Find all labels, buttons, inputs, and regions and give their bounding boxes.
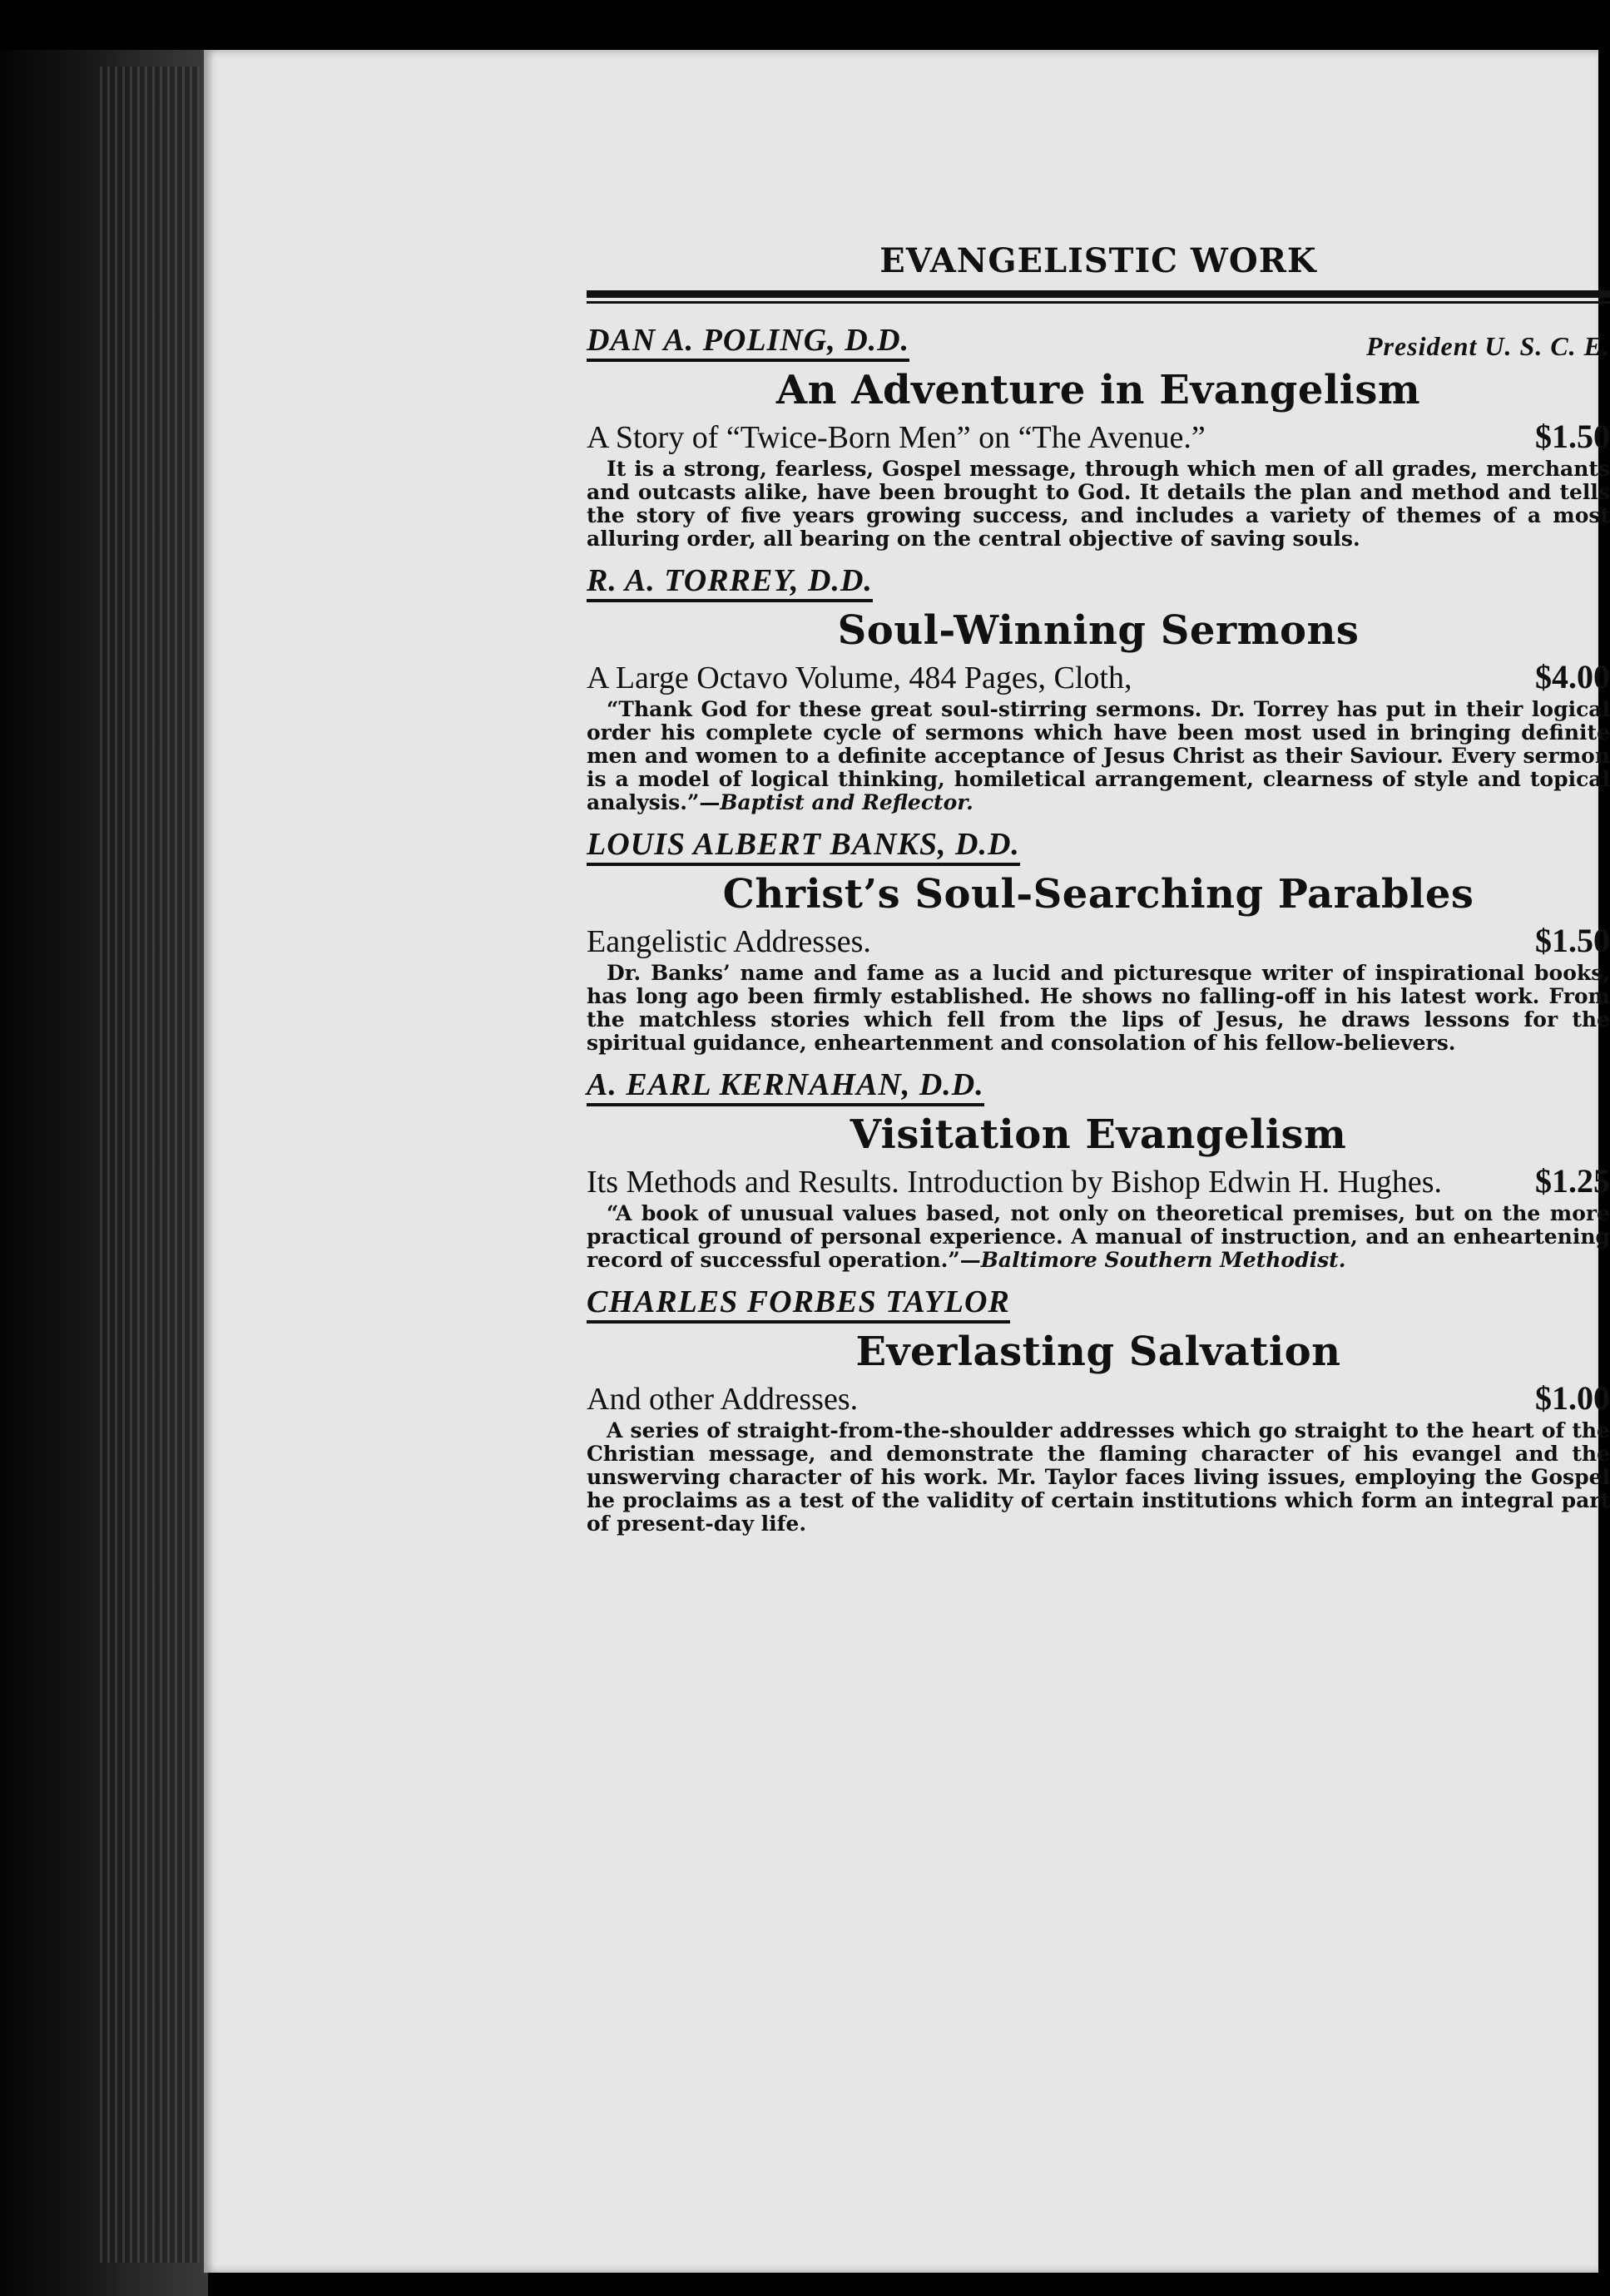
description-text: “Thank God for these great soul-stirring sermons. Dr. Torrey has put in their logical order his complete cycle of sermons which have been most used in bringing definite men and women to a definite acceptance of Jesus Christ as their Saviour. Every sermon is a model of logical thinking, homiletical arrangement, clearness of style and topical analysis.”— [587,697,1610,814]
book-subtitle: A Story of “Twice-Born Men” on “The Avenue.” [587,420,1206,456]
book-entry [587,1284,1610,1536]
page-header: EVANGELISTIC WORK [879,241,1317,280]
review-source: Baltimore Southern Methodist. [980,1248,1346,1272]
author-name: CHARLES FORBES TAYLOR [587,1284,1010,1324]
author-name: DAN A. POLING, D.D. [587,322,909,362]
book-subtitle: Eangelistic Addresses. [587,924,871,960]
page-edges [100,67,200,2263]
book-title: Soul-Winning Sermons [837,607,1360,654]
book-title: Everlasting Salvation [855,1329,1341,1375]
book-price: $1.25 [1535,1162,1610,1200]
book-subtitle: And other Addresses. [587,1382,859,1418]
review-source: Baptist and Reflector. [720,790,973,814]
advertisement-column [587,241,1610,1547]
author-name: A. EARL KERNAHAN, D.D. [587,1066,984,1106]
book-subtitle: Its Methods and Results. Introduction by Bishop Edwin H. Hughes. [587,1165,1443,1200]
author-note: President U. S. C. E. [1365,331,1610,361]
book-entry [587,826,1610,1055]
book-entry [587,322,1610,551]
book-entry [587,1066,1610,1272]
author-name: LOUIS ALBERT BANKS, D.D. [587,826,1020,866]
description-text: A series of straight-from-the-shoulder addresses which go straight to the heart of the Christian message, and demonstrate the flaming character of his evangel and the unswerving character of his work. Mr. Taylor faces living issues, employing the Gospel he proclaims as a test of the validity of certain institutions which form an integral part of present-day life. [587,1418,1610,1536]
description-text: It is a strong, fearless, Gospel message, through which men of all grades, merchants and outcasts alike, have been brought to God. It details the plan and method and tells the story of five years growing success, and includes a variety of themes of a most alluring order, all bearing on the central objective of saving souls. [587,457,1610,551]
description-text: Dr. Banks’ name and fame as a lucid and picturesque writer of inspirational books, has long ago been firmly established. He shows no falling-off in his latest work. From the matchless stories which fell from the lips of Jesus, he draws lessons for the spiritual guidance, enheartenment and consolation of his fellow-believers. [587,961,1610,1055]
book-price: $1.00 [1535,1379,1610,1417]
book-entry [587,562,1610,814]
book-page [204,50,1610,2273]
author-name: R. A. TORREY, D.D. [587,562,873,602]
book-description [587,458,1610,551]
book-price: $1.50 [1535,418,1610,455]
book-title: An Adventure in Evangelism [775,367,1421,413]
book-description [587,698,1610,814]
book-subtitle: A Large Octavo Volume, 484 Pages, Cloth, [587,661,1132,696]
book-title: Christ’s Soul-Searching Parables [722,871,1474,918]
book-price: $1.50 [1535,922,1610,959]
book-description [587,1202,1610,1272]
book-title: Visitation Evangelism [850,1111,1347,1158]
header-rule-thin [587,301,1610,304]
description-text: “A book of unusual values based, not only on theoretical premises, but on the more practical ground of personal experience. A manual of instruction, and an enheartening record of successful operation.”— [587,1201,1610,1272]
book-description [587,962,1610,1055]
header-rule-thick [587,290,1610,298]
book-price: $4.00 [1535,658,1610,695]
book-description [587,1419,1610,1536]
